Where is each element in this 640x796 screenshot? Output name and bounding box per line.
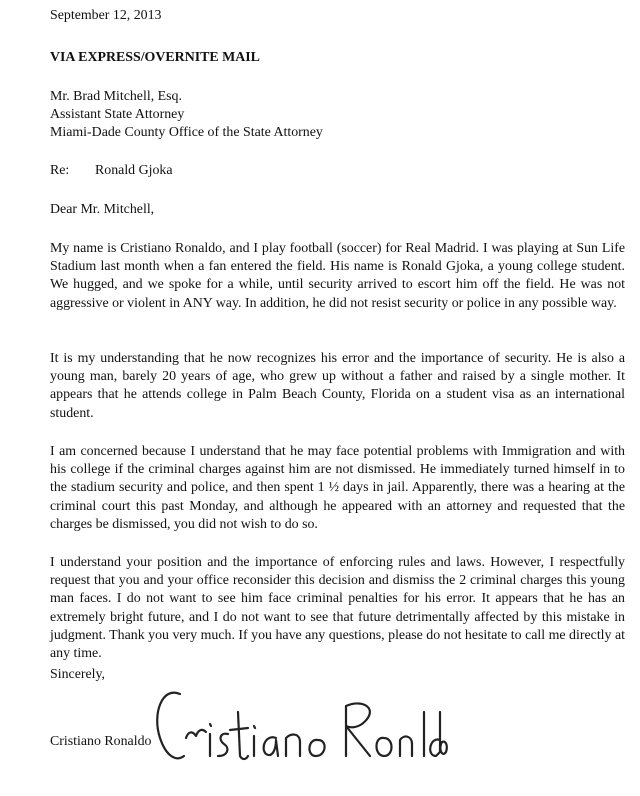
recipient-title: Assistant State Attorney <box>50 107 185 123</box>
salutation: Dear Mr. Mitchell, <box>50 202 155 217</box>
paragraph-1: My name is Cristiano Ronaldo, and I play football (soccer) for Real Madrid. I was playing at Sun Life Stadium last month when a fan entered the field. His name is Ronald Gjoka, a young college student. We hugged, and we spoke for a while, until security arrived to escort him off the field. He was not aggressive or violent in ANY way. In addition, he did not resist security or police in any possible way. <box>50 241 625 311</box>
paragraph-2: It is my understanding that he now recognizes his error and the importance of security. He is also a young man, barely 20 years of age, who grew up without a father and raised by a single mother. It appears that he attends college in Palm Beach County, Florida on a student visa as an international student. <box>50 351 625 421</box>
letter-date: September 12, 2013 <box>50 8 162 23</box>
paragraph-3: I am concerned because I understand that he may face potential problems with Immigration and with his college if the criminal charges against him are not dismissed. He immediately turned himself in to the stadium security and police, and then spent 1 ½ days in jail. Apparently, there was a hearing at the criminal court this past Monday, and although he appeared with an attorney and requested that the charges be dismissed, you did not wish to do so. <box>50 444 625 532</box>
recipient-office: Miami-Dade County Office of the State Attorney <box>50 125 323 141</box>
subject-label: Re: <box>50 163 70 178</box>
subject-name: Ronald Gjoka <box>95 163 173 178</box>
closing: Sincerely, <box>50 667 106 682</box>
handwritten-signature <box>148 676 448 776</box>
delivery-method: VIA EXPRESS/OVERNITE MAIL <box>50 50 260 65</box>
recipient-address <box>50 88 625 143</box>
recipient-name: Mr. Brad Mitchell, Esq. <box>50 89 182 104</box>
paragraph-4: I understand your position and the importance of enforcing rules and laws. However, I respectfully request that you and your office reconsider this decision and dismiss the 2 criminal charges this young man faces. I do not want to see him face criminal penalties for his error. It appears that he has an extremely bright future, and I do not want to see that future detrimentally affected by this mistake in judgment. Thank you very much. If you have any questions, please do not hesitate to call me directly at any time. <box>50 555 625 662</box>
signer-name: Cristiano Ronaldo <box>50 734 152 749</box>
subject-line <box>50 162 625 180</box>
